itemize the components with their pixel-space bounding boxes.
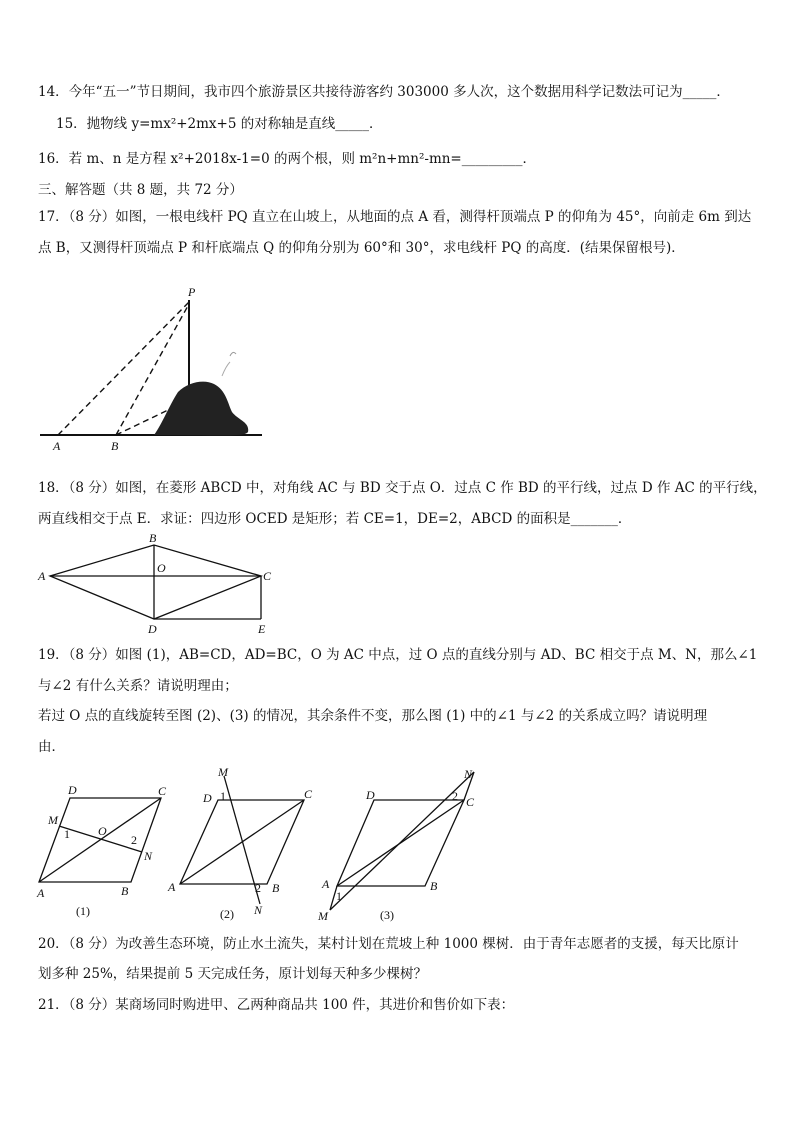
question-17-line2: 点 B，又测得杆顶端点 P 和杆底端点 Q 的仰角分别为 60°和 30°，求电线杆 PQ 的高度．(结果保留根号)． [38, 240, 685, 256]
fig19-2-angle-1: 1 [220, 789, 226, 803]
fig19-1-label-M: M [48, 813, 58, 827]
fig18-label-O: O [157, 561, 166, 575]
fig19-3-label-C: C [466, 795, 475, 809]
fig19-2-label-N: N [254, 903, 263, 917]
fig19-1-label-B: B [121, 884, 129, 898]
fig19-1-label-N: N [144, 849, 153, 863]
fig19-3-label-D: D [366, 788, 375, 802]
question-19-line2: 与∠2 有什么关系？请说明理由； [38, 678, 238, 694]
question-15: 15．抛物线 y=mx²+2mx+5 的对称轴是直线_____． [56, 116, 383, 132]
figure-17 [36, 284, 266, 456]
question-17-line1: 17．（8 分）如图，一根电线杆 PQ 直立在山坡上，从地面的点 A 看，测得杆顶端点 P 的仰角为 45°，向前走 6m 到达 [38, 209, 752, 225]
question-21: 21．（8 分）某商场同时购进甲、乙两种商品共 100 件，其进价和售价如下表： [38, 997, 515, 1013]
fig17-label-A: A [53, 439, 61, 453]
fig19-2-label-M: M [218, 765, 228, 779]
fig18-label-D: D [148, 622, 157, 636]
question-19-line4: 由． [38, 739, 65, 755]
fig19-2-label-B: B [272, 881, 280, 895]
fig19-1-label-O: O [98, 824, 107, 838]
figure-19-1 [34, 778, 184, 920]
fig19-3-label-M: M [318, 909, 328, 923]
fig19-3-label-N: N [464, 767, 473, 781]
fig18-label-C: C [263, 569, 272, 583]
question-20-line2: 划多种 25%，结果提前 5 天完成任务，原计划每天种多少棵树？ [38, 966, 427, 982]
question-18-line1: 18．（8 分）如图，在菱形 ABCD 中，对角线 AC 与 BD 交于点 O．过点 C 作 BD 的平行线，过点 D 作 AC 的平行线， [38, 480, 767, 496]
fig19-3-angle-2: 2 [452, 789, 458, 803]
fig18-label-E: E [258, 622, 266, 636]
fig17-label-P: P [188, 285, 196, 299]
fig17-label-B: B [111, 439, 119, 453]
fig19-3-label-A: A [322, 877, 330, 891]
figure-19-3 [310, 762, 486, 924]
fig18-label-B: B [149, 531, 157, 545]
question-16: 16．若 m、n 是方程 x²+2018x-1=0 的两个根，则 m²n+mn²-mn=_________． [38, 151, 536, 167]
question-18-line2: 两直线相交于点 E．求证：四边形 OCED 是矩形；若 CE=1，DE=2，ABCD 的面积是_______． [38, 511, 632, 527]
fig19-1-label-A: A [37, 886, 45, 900]
fig19-1-angle-1: 1 [64, 827, 70, 841]
fig19-1-angle-2: 2 [131, 833, 137, 847]
fig19-1-label-C: C [158, 784, 167, 798]
figure-19-2 [164, 762, 324, 924]
fig19-2-angle-2: 2 [255, 881, 261, 895]
fig19-3-label-B: B [430, 879, 438, 893]
section-heading: 三、解答题（共 8 题，共 72 分） [38, 182, 243, 198]
question-20-line1: 20．（8 分）为改善生态环境，防止水土流失，某村计划在荒坡上种 1000 棵树．由于青年志愿者的支援，每天比原计 [38, 936, 739, 952]
fig19-1-label-D: D [68, 783, 77, 797]
fig18-label-A: A [38, 569, 46, 583]
fig19-2-label-D: D [203, 791, 212, 805]
fig19-3-caption: (3) [380, 908, 394, 922]
fig19-2-label-A: A [168, 880, 176, 894]
fig19-1-caption: (1) [76, 904, 90, 918]
fig19-2-label-C: C [304, 787, 313, 801]
question-19-line1: 19．（8 分）如图 (1)，AB=CD，AD=BC，O 为 AC 中点，过 O 点的直线分别与 AD、BC 相交于点 M、N，那么∠1 [38, 647, 758, 663]
fig19-2-caption: (2) [220, 907, 234, 921]
question-19-line3: 若过 O 点的直线旋转至图 (2)、(3) 的情况，其余条件不变，那么图 (1) 中的∠1 与∠2 的关系成立吗？请说明理 [38, 708, 708, 724]
question-14: 14．今年“五一”节日期间，我市四个旅游景区共接待游客约 303000 多人次，这个数据用科学记数法可记为_____． [38, 84, 730, 100]
fig19-3-angle-1: 1 [336, 889, 342, 903]
figure-18 [36, 531, 286, 636]
